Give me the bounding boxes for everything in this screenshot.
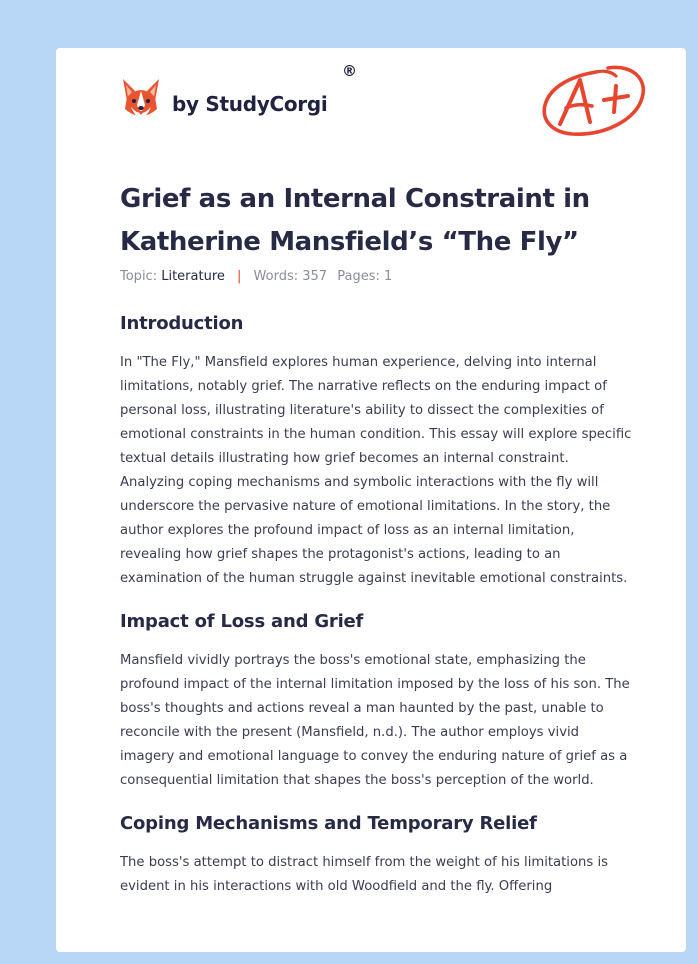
- document-page: [56, 48, 686, 952]
- section-heading-introduction: Introduction: [120, 313, 244, 334]
- topic-label: Topic:: [120, 269, 158, 284]
- topic-link[interactable]: Literature: [161, 269, 225, 284]
- brand-header[interactable]: [120, 76, 327, 124]
- section-heading-coping-mechanisms: Coping Mechanisms and Temporary Relief: [120, 813, 537, 834]
- section-heading-impact-of-loss: Impact of Loss and Grief: [120, 611, 364, 632]
- registered-mark: ®: [342, 62, 357, 80]
- a-plus-grade-icon: [538, 60, 650, 140]
- words-label: Words:: [253, 269, 299, 284]
- pages-count: 1: [384, 269, 393, 284]
- essay-title: Grief as an Internal Constraint in Katherine Mansfield’s “The Fly”: [120, 184, 590, 257]
- words-count: 357: [302, 269, 328, 284]
- corgi-head-icon: [120, 77, 162, 123]
- section-paragraph-impact-of-loss: Mansfield vividly portrays the boss's emotional state, emphasizing the profound impact of the internal limitation imposed by the loss of his son. The boss's thoughts and actions reveal a man haunted by the past, unable to reconcile with the present (Mansfield, n.d.). The author employs vivid imagery and emotional language to convey the enduring nature of grief as a consequential limitation that shapes the boss's perception of the world.: [120, 653, 630, 788]
- section-paragraph-coping-mechanisms: The boss's attempt to distract himself from the weight of his limitations is evident in his interactions with old Woodfield and the fly. Offering: [120, 855, 608, 894]
- essay-meta: [120, 269, 392, 284]
- brand-name: by StudyCorgi: [172, 92, 328, 116]
- section-paragraph-introduction: In "The Fly," Mansfield explores human experience, delving into internal limitations, notably grief. The narrative reflects on the enduring impact of personal loss, illustrating literature's ability to dissect the complexities of emotional constraints in the human condition. This essay will explore specific textual details illustrating how grief becomes an internal constraint. Analyzing coping mechanisms and symbolic interactions with the fly will underscore the pervasive nature of emotional limitations. In the story, the author explores the profound impact of loss as an internal limitation, revealing how grief shapes the protagonist's actions, leading to an examination of the human struggle against inevitable emotional constraints.: [120, 355, 632, 586]
- essay-body: [120, 310, 632, 916]
- pages-label: Pages:: [337, 269, 380, 284]
- meta-separator: |: [237, 269, 242, 284]
